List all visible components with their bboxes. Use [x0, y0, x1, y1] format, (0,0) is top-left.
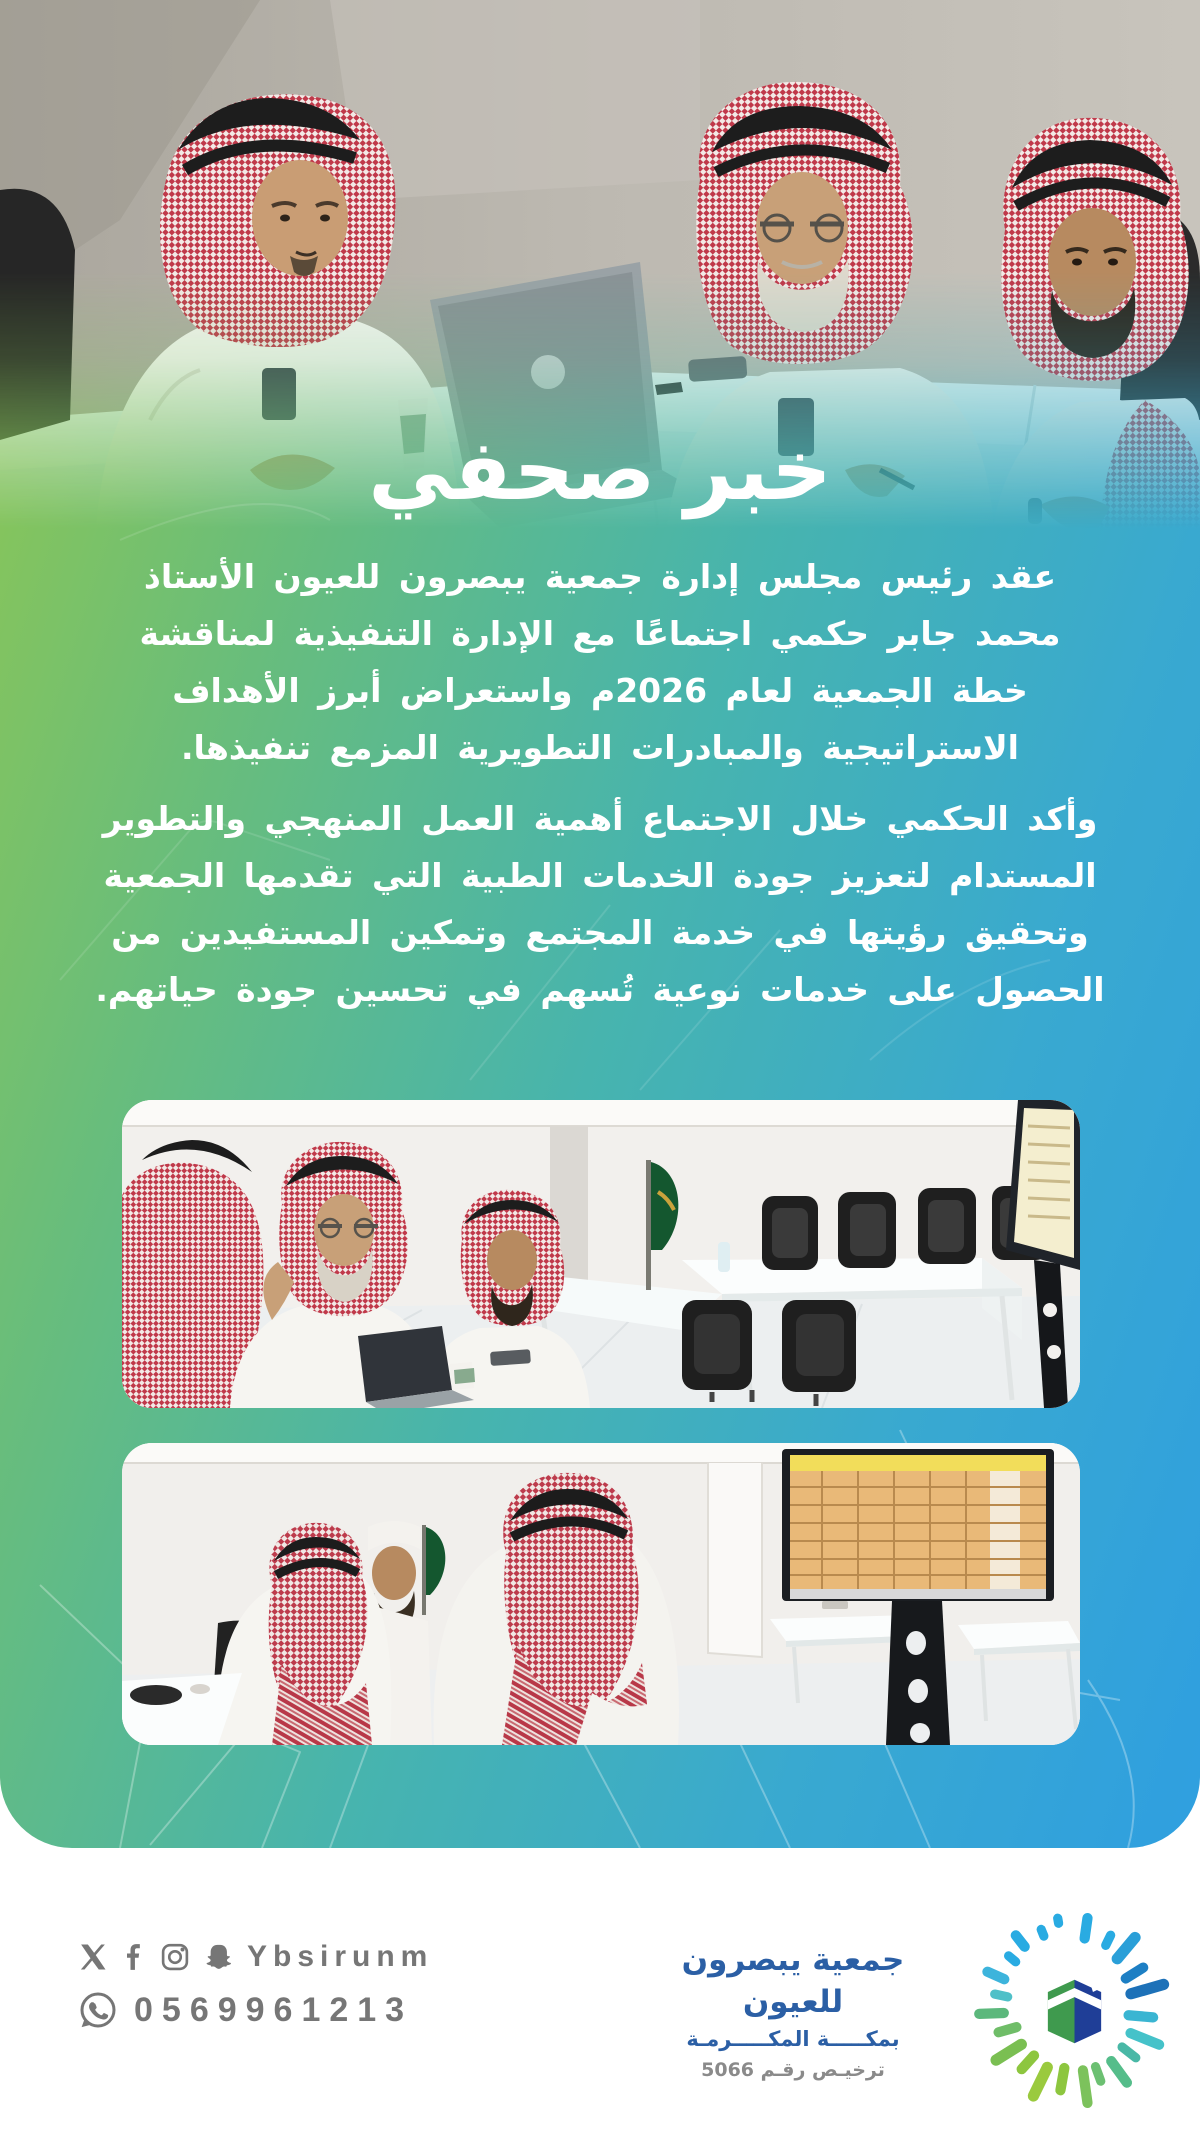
press-body: [95, 548, 1105, 1018]
door: [708, 1463, 762, 1657]
whatsapp-icon: [78, 1990, 118, 2030]
social-handle: Ybsirunm: [247, 1940, 434, 1973]
org-logo: [972, 1908, 1177, 2113]
org-name: جمعية يبصرون للعيون: [681, 1941, 905, 2020]
org-license: ترخيـص رقـم 5066: [701, 2059, 885, 2082]
instagram-icon: [160, 1942, 190, 1972]
office-chair: [0, 189, 75, 440]
facebook-icon: [120, 1943, 148, 1971]
x-twitter-icon: [78, 1942, 108, 1972]
footer: [0, 1848, 1200, 2133]
phone-number: 0569961213: [134, 1990, 414, 2029]
press-title: خبر صحفي: [368, 421, 832, 519]
org-city: بمكـــــة المكـــــرمـة: [686, 2026, 900, 2051]
snapchat-icon: [202, 1942, 233, 1973]
organization-block: [628, 1908, 1177, 2113]
meeting-photo-2: [122, 1443, 1080, 1745]
social-icons: [78, 1942, 233, 1973]
kaaba-icon: [1048, 1979, 1101, 2043]
id-badge: [262, 368, 296, 420]
water-bottle: [718, 1242, 730, 1272]
phone: [688, 356, 747, 382]
meeting-photo-1: [122, 1100, 1080, 1408]
paragraph-1: عقد رئيس مجلس إدارة جمعية يبصرون للعيون الأستاذ محمد جابر حكمي اجتماعًا مع الإدارة التنفيذية لمناقشة خطة الجمعية لعام 2026م واستعراض أبرز الأهداف الاستراتيجية والمبادرات التطويرية المزمع تنفيذها.: [139, 557, 1061, 767]
paragraph-2: وأكد الحكمي خلال الاجتماع أهمية العمل المنهجي والتطوير المستدام لتعزيز جودة الخدمات الطبية التي تقدمها الجمعية وتحقيق رؤيتها في خدمة المجتمع وتمكين المستفيدين من الحصول على خدمات نوعية تُسهم في تحسين جودة حياتهم.: [95, 799, 1105, 1009]
social-block: [78, 1940, 458, 2030]
